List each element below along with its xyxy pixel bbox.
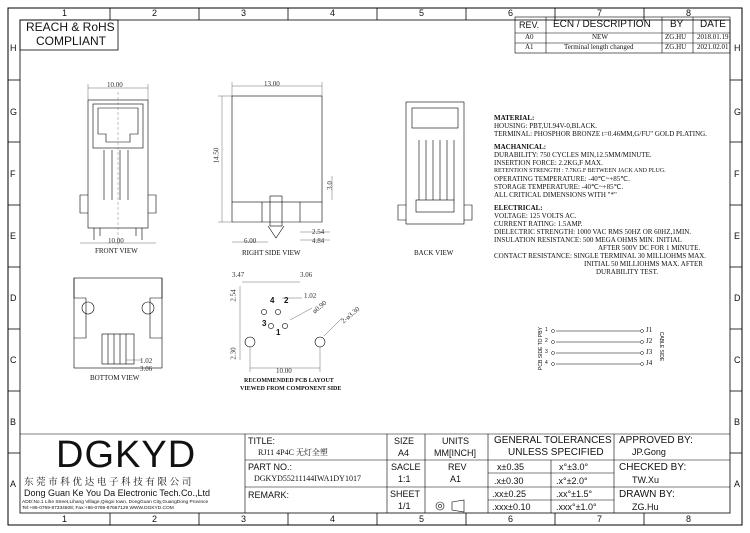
compliance-line1: REACH & RoHS	[26, 20, 115, 34]
row-label: B	[10, 417, 17, 427]
side-view-label: RIGHT SIDE VIEW	[242, 249, 301, 257]
size-heading: SIZE	[394, 436, 415, 446]
dim-side-pin: 3.0	[325, 181, 334, 190]
dim-pcb-f: 10.00	[276, 367, 292, 375]
schematic-num: 1	[545, 327, 548, 333]
units-heading: UNITS	[442, 436, 469, 446]
row-label: H	[734, 43, 741, 53]
col-label: 1	[62, 8, 68, 18]
by-header: BY	[670, 19, 684, 30]
dim-pcb-c: 2.54	[229, 289, 238, 302]
title-value: RJ11 4P4C 无灯全塑	[258, 448, 328, 457]
units-value: MM[INCH]	[434, 448, 476, 458]
row-label: F	[734, 169, 740, 179]
tol-angular: .x°±2.0°	[556, 476, 588, 486]
pin-4-label: 4	[270, 296, 275, 305]
rev-header: REV.	[519, 20, 540, 30]
spec-critical: ALL CRITICAL DIMENSIONS WITH "*"	[494, 191, 617, 199]
company-contact: Tel:+86-0769-87334608; Fax:+86-0769-87667129 WWW.DGKYD.COM	[22, 506, 174, 511]
row-label: D	[10, 293, 17, 303]
tolerances-subheading: UNLESS SPECIFIED	[508, 447, 604, 458]
pin-label: J4	[646, 359, 653, 367]
dim-pcb-d: 1.02	[304, 292, 317, 300]
spec-terminal: TERMINAL: PHOSPHOR BRONZE t=0.46MM,G/FU" GOLD PLATING.	[494, 130, 707, 138]
ecn-header: ECN / DESCRIPTION	[553, 19, 651, 30]
pin-3-label: 3	[262, 319, 267, 328]
spec-insulation: INSULATION RESISTANCE: 500 MEGA OHMS MIN. INITIAL	[494, 236, 682, 244]
spec-retention: RETENTION STRENGTH : 7.7KG.F BETWEEN JACK AND PLUG.	[494, 168, 666, 174]
pin-label: J3	[646, 348, 653, 356]
spec-insulation2: AFTER 500V DC FOR 1 MINUTE.	[598, 244, 701, 252]
tol-angular: .xxx°±1.0°	[556, 502, 597, 512]
col-label: 8	[686, 514, 692, 524]
rev-desc: NEW	[592, 33, 608, 41]
row-label: A	[734, 479, 741, 489]
dim-side-b: 2.54	[312, 228, 325, 236]
tol-angular: .xx°±1.5°	[556, 489, 593, 499]
dim-pcb-e: 2.30	[229, 347, 238, 360]
checked-heading: CHECKED BY:	[619, 462, 687, 473]
row-label: C	[734, 355, 741, 365]
row-label: A	[10, 479, 17, 489]
scale-value: 1:1	[398, 474, 411, 484]
company-address: ADD:No.1 Lihe Street,Lihang Village,Qingxi town, DongGuan City,GuangDong Province	[22, 500, 209, 505]
company-en-name: Dong Guan Ke You Da Electronic Tech.Co.,Ltd	[24, 488, 210, 498]
rev-value: A1	[525, 43, 534, 51]
dim-pcb-b: 3.06	[300, 271, 313, 279]
col-label: 4	[330, 8, 336, 18]
col-label: 4	[330, 514, 336, 524]
pin-label: J1	[646, 326, 653, 334]
spec-housing: HOUSING: PBT,UL94V-0,BLACK.	[494, 122, 598, 130]
part-value: DGKYD55211144IWA1DY1017	[254, 474, 361, 483]
tol-angular: x°±3.0°	[559, 462, 589, 472]
schematic-cable-label: CABLE SIDE	[658, 331, 665, 362]
col-label: 8	[686, 8, 692, 18]
dim-pcb-hole1: ø0.90	[310, 298, 329, 316]
part-heading: PART NO.:	[248, 462, 293, 472]
specifications	[494, 114, 734, 276]
rev-value: A0	[525, 33, 534, 41]
col-label: 7	[597, 8, 603, 18]
approved-value: JP.Gong	[632, 447, 666, 457]
col-label: 5	[419, 514, 425, 524]
col-label: 1	[62, 514, 68, 524]
pin-label: J2	[646, 337, 653, 345]
front-view-label: FRONT VIEW	[95, 247, 138, 255]
col-label: 2	[152, 514, 158, 524]
schematic-side-label: PCB SIDE TO PBY	[537, 327, 544, 370]
col-label: 3	[241, 8, 247, 18]
rev-date: 2021.02.01	[697, 43, 729, 51]
sheet-value: 1/1	[398, 501, 411, 511]
scale-heading: SACLE	[391, 462, 421, 472]
dim-side-height: 14.50	[212, 147, 221, 164]
schematic-num: 2	[545, 338, 548, 344]
tolerances-heading: GENERAL TOLERANCES	[494, 435, 612, 446]
remark-heading: REMARK:	[248, 490, 290, 500]
mechanical-heading: MACHANICAL:	[494, 143, 547, 151]
dim-side-c: 4.84	[312, 237, 325, 245]
col-label: 2	[152, 8, 158, 18]
spec-insertion: INSERTION FORCE: 2.2KG,F MAX.	[494, 159, 603, 167]
tol-linear: .xxx±0.10	[492, 502, 531, 512]
rev-desc: Terminal length changed	[564, 43, 634, 51]
back-view-label: BACK VIEW	[414, 249, 454, 257]
material-heading: MATERIAL:	[494, 114, 535, 122]
dim-bottom-b: 3.06	[140, 365, 153, 373]
dim-bottom-a: 1.02	[140, 357, 153, 365]
company-cn-name: 东 莞 市 科 优 达 电 子 科 技 有 限 公 司	[24, 477, 192, 488]
col-label: 6	[508, 514, 514, 524]
spec-contact: CONTACT RESISTANCE: SINGLE TERMINAL 30 MILLIOHMS MAX.	[494, 252, 707, 260]
spec-contact2: INITIAL 50 MILLIOHMS MAX. AFTER	[584, 260, 703, 268]
pcb-layout-label: RECOMMENDED PCB LAYOUT	[244, 378, 334, 384]
spec-current: CURRENT RATING: 1.5AMP.	[494, 220, 583, 228]
bottom-view-label: BOTTOM VIEW	[90, 374, 140, 382]
pin-2-label: 2	[284, 296, 289, 305]
pcb-viewed-label: VIEWED FROM COMPONENT SIDE	[240, 386, 342, 392]
spec-op-temp: OPERATING TEMPERATURE: -40℃~+85℃.	[494, 175, 630, 183]
sheet-heading: SHEET	[390, 489, 421, 499]
row-label: D	[734, 293, 741, 303]
company-logo: DGKYD	[56, 434, 197, 476]
rev-by: ZG.HU	[665, 33, 687, 41]
tol-linear: .x±0.30	[494, 476, 524, 486]
electrical-heading: ELECTRICAL:	[494, 204, 543, 212]
checked-value: TW.Xu	[632, 475, 660, 485]
size-value: A4	[398, 448, 410, 458]
tol-linear: .xx±0.25	[492, 489, 526, 499]
rev-by: ZG.HU	[665, 43, 687, 51]
pin-1-label: 1	[276, 328, 281, 337]
compliance-line2: COMPLIANT	[36, 34, 107, 48]
spec-st-temp: STORAGE TEMPERATURE: -40℃~+85℃.	[494, 183, 624, 191]
rev-value: A1	[450, 474, 462, 484]
approved-heading: APPROVED BY:	[619, 435, 693, 446]
row-label: G	[734, 107, 742, 117]
tol-linear: x±0.35	[497, 462, 524, 472]
row-label: E	[734, 231, 741, 241]
row-label: H	[10, 43, 17, 53]
dim-front-width: 10.00	[107, 81, 123, 89]
dim-pcb-a: 3.47	[232, 271, 245, 279]
row-label: B	[734, 417, 741, 427]
projection-symbol	[436, 500, 464, 512]
drawn-heading: DRAWN BY:	[619, 489, 675, 500]
schematic-num: 4	[545, 360, 548, 366]
col-label: 6	[508, 8, 514, 18]
row-label: E	[10, 231, 17, 241]
dim-pcb-hole2: 2-ø3.30	[339, 305, 362, 326]
row-label: C	[10, 355, 17, 365]
dim-side-a: 6.00	[244, 237, 257, 245]
schematic-num: 3	[545, 349, 548, 355]
row-label: G	[10, 107, 18, 117]
dim-side-width: 13.00	[264, 80, 280, 88]
spec-contact3: DURABILITY TEST.	[596, 268, 659, 276]
col-label: 5	[419, 8, 425, 18]
col-label: 7	[597, 514, 603, 524]
drawn-value: ZG.Hu	[632, 502, 659, 512]
date-header: DATE	[700, 19, 726, 30]
rev-heading: REV	[448, 462, 467, 472]
spec-durability: DURABILITY: 750 CYCLES MIN,12.5MM/MINUTE.	[494, 151, 652, 159]
row-label: F	[10, 169, 16, 179]
title-heading: TITLE:	[248, 436, 276, 446]
spec-voltage: VOLTAGE: 125 VOLTS AC.	[494, 212, 577, 220]
spec-dielectric: DIELECTRIC STRENGTH: 1000 VAC RMS 50HZ OR 60HZ,1MIN.	[494, 228, 692, 236]
rev-date: 2018.01.19	[697, 33, 729, 41]
col-label: 3	[241, 514, 247, 524]
dim-front-base: 10.00	[108, 237, 124, 245]
